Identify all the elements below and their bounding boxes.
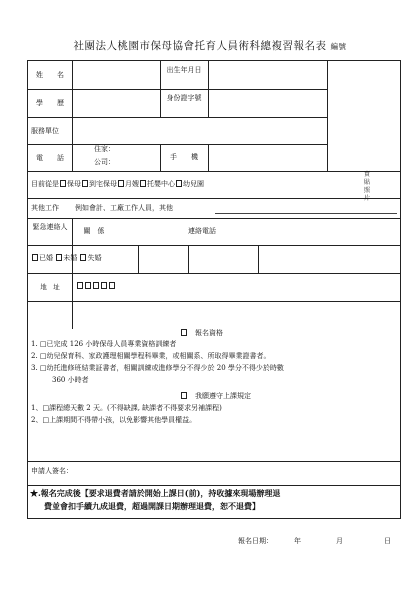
date-day: 日 [384, 537, 391, 545]
rule-item: 1、□課程總天數 2 天。(不得缺課, 缺課者不得要求另補課程) [31, 404, 222, 412]
current-job-label: 目前從是 [31, 180, 59, 188]
fill-in-line [215, 213, 397, 214]
row-divider [28, 171, 400, 172]
signature-label: 申請人簽名： [31, 467, 73, 475]
page-title [0, 38, 420, 53]
phone-label: 電 話 [36, 154, 64, 162]
job-option-label: 到宅保母 [89, 180, 117, 188]
checkbox[interactable] [82, 180, 88, 187]
photo-area-label: 實貼照片 [363, 171, 370, 202]
row-divider [28, 461, 400, 462]
qualification-item: 360 小時者 [52, 376, 89, 384]
column-divider [138, 245, 139, 273]
form-number-label: 編號 [330, 42, 347, 51]
date-month: 月 [336, 537, 343, 545]
job-option-label: 月嫂 [125, 180, 139, 188]
job-option-label: 托嬰中心 [147, 180, 175, 188]
company-phone-label: 公司： [94, 158, 115, 166]
marital-status-line [31, 254, 101, 263]
other-work-label: 其他工作 [31, 204, 59, 212]
mobile-label: 手 機 [170, 153, 198, 161]
checkbox[interactable] [56, 254, 62, 261]
row-divider [28, 198, 400, 199]
checkbox[interactable] [60, 180, 66, 187]
checkbox[interactable] [80, 254, 86, 261]
emergency-contact-label: 緊急連絡人 [32, 223, 68, 231]
postal-code-boxes [76, 282, 116, 291]
home-phone-label: 住家： [94, 145, 115, 153]
row-divider [28, 273, 400, 274]
other-work-hint: 例如會計、工廠工作人員，其他 [75, 204, 173, 212]
date-year: 年 [294, 537, 301, 545]
qualification-item: 1. □已完成 126 小時保母人員專業資格訓練者 [31, 340, 177, 348]
job-option-label: 保母 [67, 180, 81, 188]
employer-label: 服務單位 [31, 127, 59, 135]
registration-form [27, 60, 401, 519]
column-divider [327, 61, 328, 171]
name-label: 姓 名 [36, 71, 64, 79]
qualification-item: 3. □幼托進修班結業証書者，相關訓練或進修學分不得少於 20 學分不得少於時數 [31, 364, 284, 372]
refund-notice-line1 [30, 487, 280, 500]
relation-label: 關 係 [83, 227, 105, 235]
column-divider [258, 245, 259, 273]
checkbox[interactable] [181, 392, 187, 399]
birth-date-label: 出生年月日 [166, 66, 202, 74]
rule-item: 2、□上課期間不得帶小孩，以免影響其他學員權益。 [31, 416, 197, 424]
column-divider [208, 61, 209, 117]
column-divider [188, 245, 189, 273]
checkbox[interactable] [140, 180, 146, 187]
rules-heading-text: 我願遵守上課規定 [195, 392, 251, 400]
id-number-label: 身份證字號 [166, 94, 202, 102]
contact-phone-label: 連絡電話 [188, 227, 216, 235]
registration-date-label: 報名日期： [238, 537, 273, 545]
qualification-heading-text: 報名資格 [195, 329, 223, 337]
column-divider [72, 61, 73, 171]
checkbox[interactable] [181, 329, 187, 336]
column-divider [208, 144, 209, 171]
address-label: 地 址 [40, 283, 60, 291]
row-divider [28, 245, 400, 246]
postal-code-box[interactable] [101, 282, 107, 289]
job-option-label: 幼兒園 [183, 180, 204, 188]
postal-code-box[interactable] [109, 282, 115, 289]
postal-code-box[interactable] [93, 282, 99, 289]
row-divider [28, 485, 400, 486]
star-icon: ★ [30, 488, 38, 498]
refund-notice-text: .報名完成後【要求退費者請於開始上課日(前)，持收據來現場辦理退 [38, 488, 281, 498]
current-job-line [31, 180, 204, 189]
column-divider [72, 273, 73, 301]
marital-option-label: 已婚 [39, 254, 53, 262]
rules-heading [180, 392, 251, 401]
form-title: 社團法人桃園市保母協會托育人員術科總複習報名表 [73, 40, 327, 52]
checkbox[interactable] [176, 180, 182, 187]
refund-notice-line2: 費並會扣手續九成退費，超過開課日期辦理退費，恕不退費】 [44, 501, 260, 511]
qualification-item: 2. □幼兒保育科、家政護理相關學程科畢業，或相關系、所取得畢業證書者。 [31, 352, 271, 360]
postal-code-box[interactable] [77, 282, 83, 289]
column-divider [72, 301, 73, 329]
postal-code-box[interactable] [85, 282, 91, 289]
row-divider [28, 301, 400, 302]
education-label: 學 歷 [36, 99, 64, 107]
row-divider [28, 218, 400, 219]
checkbox[interactable] [32, 254, 38, 261]
marital-option-label: 未婚 [63, 254, 78, 262]
checkbox[interactable] [118, 180, 124, 187]
marital-option-label: 失婚 [87, 254, 102, 262]
qualification-heading [180, 329, 223, 338]
